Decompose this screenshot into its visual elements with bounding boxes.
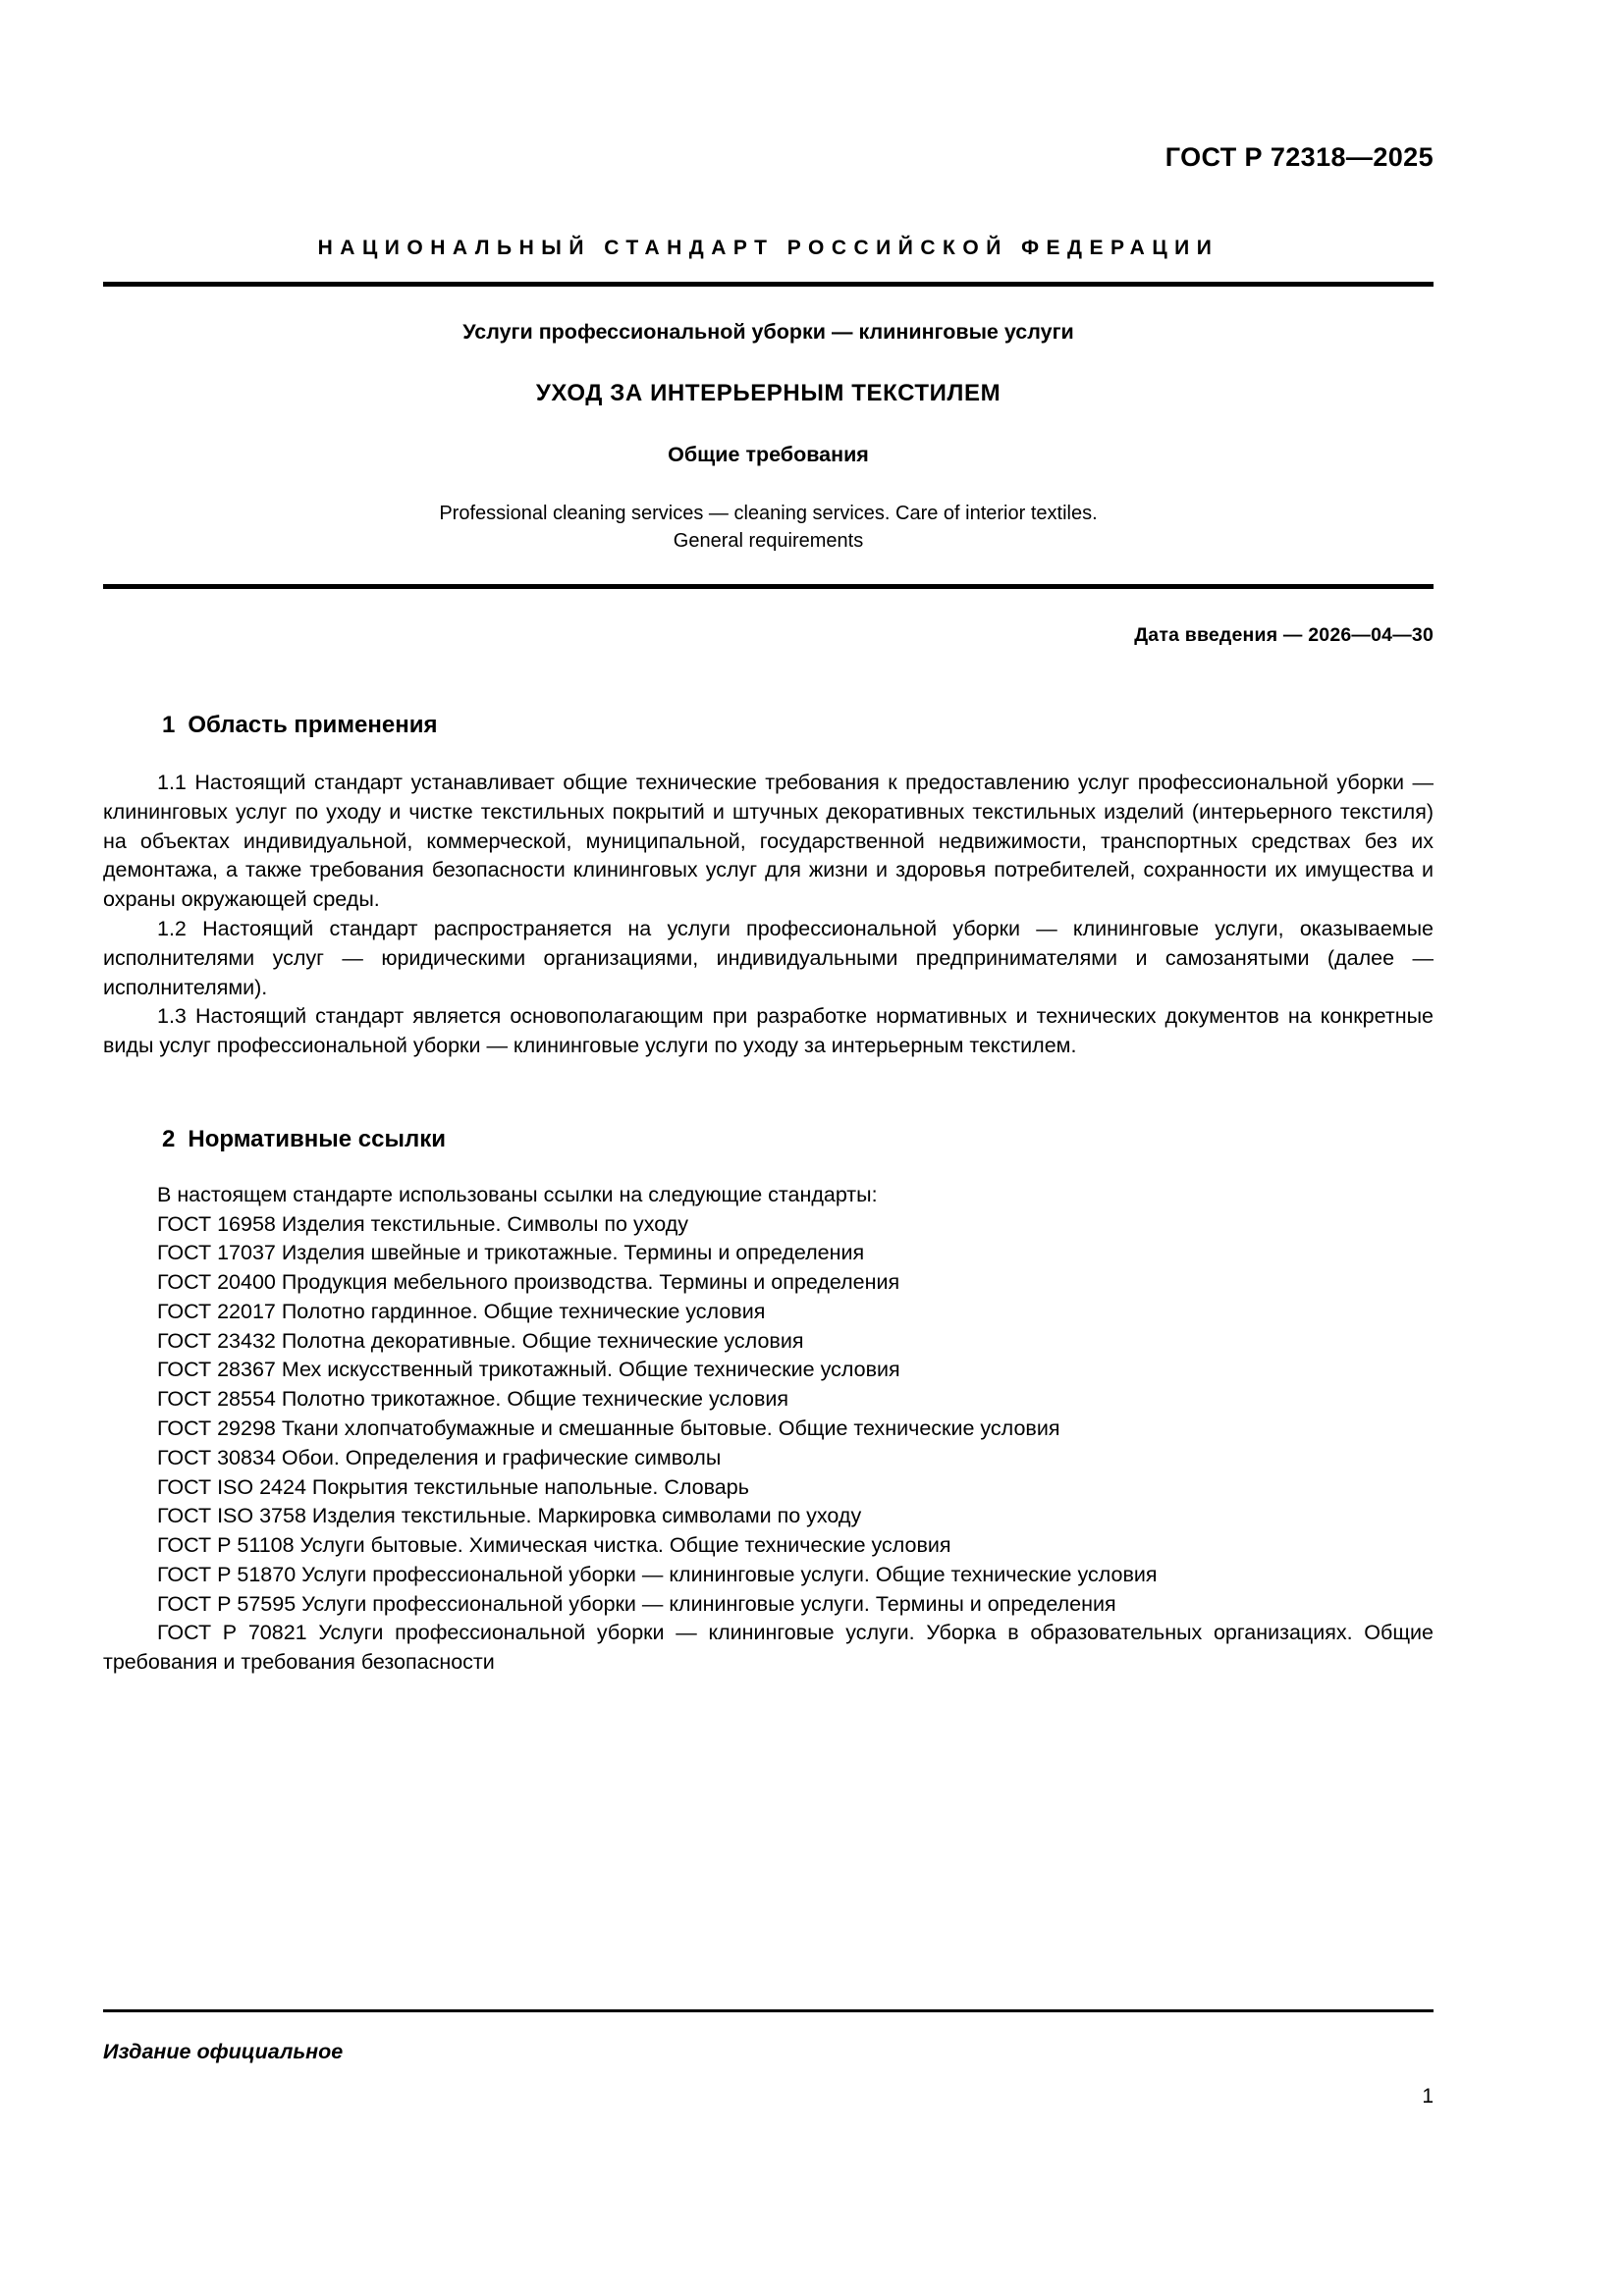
title-line-1: Услуги профессиональной уборки — клининговые услуги — [462, 320, 1074, 344]
reference-item: ГОСТ Р 51870 Услуги профессиональной уборки — клининговые услуги. Общие технические условия — [157, 1562, 1158, 1586]
reference-item: ГОСТ 30834 Обои. Определения и графические символы — [157, 1445, 722, 1469]
section-heading-2 — [162, 1126, 1434, 1153]
section-1-body — [103, 769, 1434, 1061]
reference-item: ГОСТ 17037 Изделия швейные и трикотажные. Термины и определения — [157, 1241, 865, 1265]
normative-references-list — [103, 1181, 1434, 1678]
reference-item: ГОСТ 20400 Продукция мебельного производства. Термины и определения — [157, 1270, 900, 1295]
page-content — [103, 0, 1434, 1678]
divider-bottom — [103, 584, 1434, 589]
paragraph-1-1: 1.1 Настоящий стандарт устанавливает общие технические требования к предоставлению услуг профессиональной уборки — клининговых услуг по уходу и чистке текстильных покрытий и штучных декоративных текстильных изделий (интерьерного текстиля) на объектах индивидуальной, коммерческой, муниципальной, государственной недвижимости, транспортных средствах без их демонтажа, а также требования безопасности клининговых услуг для жизни и здоровья потребителей, сохранности их имущества и охраны окружающей среды. — [103, 771, 1434, 912]
title-block — [103, 287, 1434, 555]
title-line-3: Общие требования — [668, 443, 869, 466]
page-number: 1 — [1422, 2085, 1434, 2108]
reference-item: ГОСТ 28367 Мех искусственный трикотажный. Общие технические условия — [157, 1358, 900, 1382]
footer-divider — [103, 2009, 1434, 2012]
references-intro: В настоящем стандарте использованы ссылки на следующие стандарты: — [157, 1182, 878, 1206]
title-line-2: УХОД ЗА ИНТЕРЬЕРНЫМ ТЕКСТИЛЕМ — [535, 380, 1001, 406]
reference-item: ГОСТ ISO 2424 Покрытия текстильные напольные. Словарь — [157, 1474, 749, 1499]
introduction-date: Дата введения — 2026—04—30 — [1134, 624, 1434, 647]
reference-item: ГОСТ 22017 Полотно гардинное. Общие технические условия — [157, 1299, 766, 1323]
reference-item: ГОСТ ISO 3758 Изделия текстильные. Маркировка символами по уходу — [157, 1504, 862, 1528]
section-title-1: Область применения — [188, 712, 438, 739]
paragraph-1-2: 1.2 Настоящий стандарт распространяется на услуги профессиональной уборки — клининговые услуги, оказываемые исполнителями услуг — юридическими организациями, индивидуальными предпринимателями и самозанятыми (далее — исполнителями). — [103, 917, 1434, 999]
title-english — [103, 501, 1434, 555]
official-edition-note: Издание официальное — [103, 2040, 344, 2063]
national-standard-line: НАЦИОНАЛЬНЫЙ СТАНДАРТ РОССИЙСКОЙ ФЕДЕРАЦИИ — [317, 237, 1219, 259]
section-title-2: Нормативные ссылки — [188, 1125, 446, 1152]
section-number-2: 2 — [162, 1125, 176, 1152]
reference-item: ГОСТ 28554 Полотно трикотажное. Общие технические условия — [157, 1387, 789, 1412]
title-english-line-2: General requirements — [673, 529, 864, 552]
section-heading-1 — [162, 712, 1434, 739]
reference-item: ГОСТ Р 51108 Услуги бытовые. Химическая чистка. Общие технические условия — [157, 1533, 951, 1558]
section-number-1: 1 — [162, 712, 176, 739]
document-code: ГОСТ Р 72318—2025 — [1164, 142, 1434, 172]
reference-item: ГОСТ Р 57595 Услуги профессиональной уборки — клининговые услуги. Термины и определения — [157, 1591, 1116, 1616]
paragraph-1-3: 1.3 Настоящий стандарт является основополагающим при разработке нормативных и технических документов на конкретные виды услуг профессиональной уборки — клининговые услуги по уходу за интерьерным текстилем. — [103, 1004, 1434, 1058]
reference-item: ГОСТ 23432 Полотна декоративные. Общие технические условия — [157, 1328, 804, 1353]
reference-item: ГОСТ 16958 Изделия текстильные. Символы по уходу — [157, 1211, 688, 1236]
reference-item: ГОСТ Р 70821 Услуги профессиональной уборки — клининговые услуги. Уборка в образовательных организациях. Общие требования и требования безопасности — [103, 1621, 1434, 1675]
reference-item: ГОСТ 29298 Ткани хлопчатобумажные и смешанные бытовые. Общие технические условия — [157, 1415, 1060, 1440]
title-english-line-1: Professional cleaning services — cleaning services. Care of interior textiles. — [439, 503, 1098, 524]
